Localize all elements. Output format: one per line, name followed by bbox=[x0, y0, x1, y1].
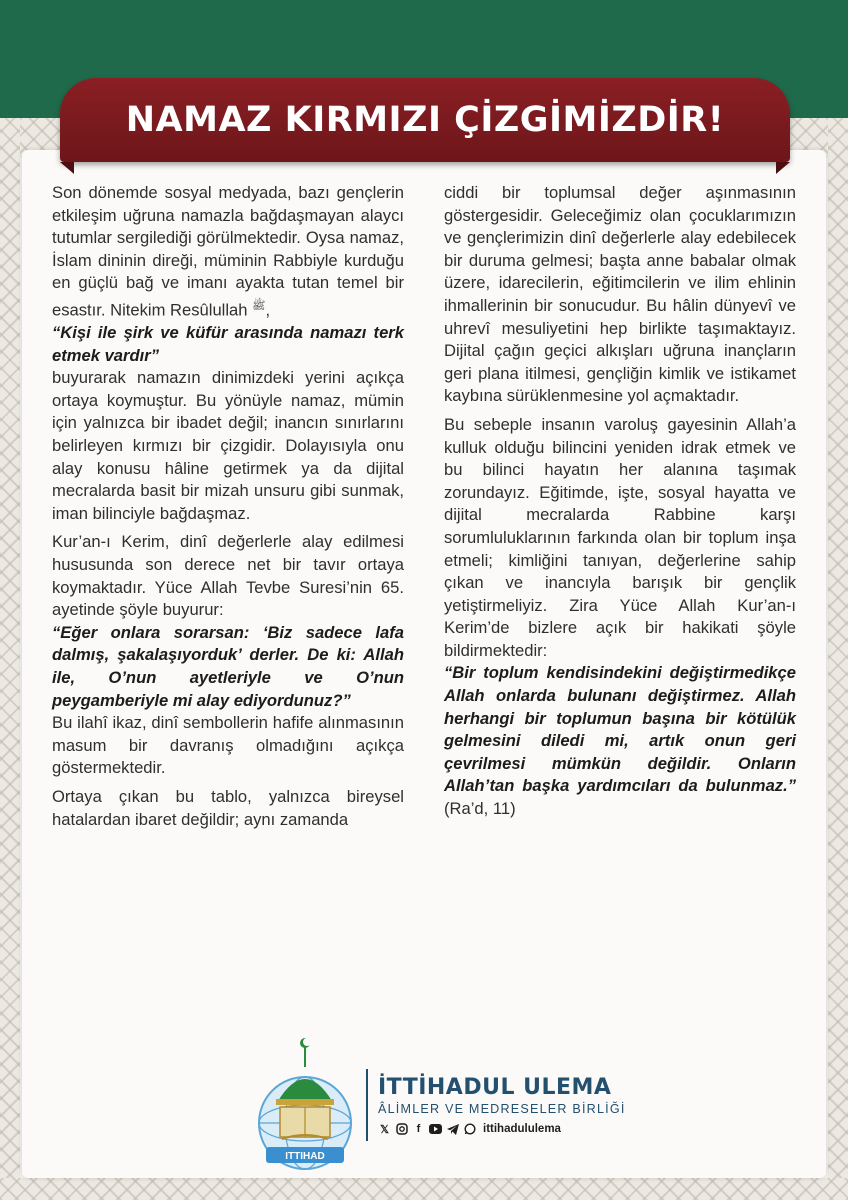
article-body bbox=[52, 182, 796, 1012]
emblem-label: ITTIHAD bbox=[285, 1151, 325, 1162]
paragraph: Ortaya çıkan bu tablo, yalnızca bireysel hatalardan ibaret değildir; aynı zamanda bbox=[52, 786, 404, 829]
facebook-icon[interactable]: f bbox=[416, 1123, 421, 1135]
paragraph: ciddi bir toplumsal değer aşınmasının göstergesidir. Geleceğimiz olan çocuklarımızın ve gençlerimizin dinî değerlerle alay edebilecek bir duruma gelmesi; başta anne babalar olmak üzere, idarecilerin, eğitimcilerin ve ilim ehlinin ihmallerinin bir sonucudur. Bu hâlin dünyevî ve uhrevî mesuliyetini hep birlikte taşımaktayız. Dijital çağın geçici alkışları uğruna inançların geri plana itilmesi, gençliğin kimlik ve istikamet kaybına sürüklenmesine yol açmaktadır. bbox=[444, 183, 796, 406]
telegram-icon[interactable] bbox=[446, 1123, 459, 1136]
paragraph: Son dönemde sosyal medyada, bazı gençlerin etkileşim uğruna namazla bağdaşmayan alaycı tutumlar sergilediği görülmektedir. Oysa namaz, İslam dininin direği, müminin Rabbiyle kurduğu en güçlü bağ ve imanı ayakta tutan temel bir esastır. Nitekim Resûlullah ﷺ, bbox=[52, 183, 404, 320]
paragraph: Bu ilahî ikaz, dinî sembollerin hafife alınmasının masum bir davranış olmadığını açıkça göstermektedir. bbox=[52, 713, 404, 778]
right-ornament-border bbox=[828, 118, 848, 1200]
whatsapp-icon[interactable] bbox=[463, 1123, 476, 1136]
left-ornament-border bbox=[0, 118, 20, 1200]
organization-logo bbox=[250, 1035, 360, 1175]
title-banner bbox=[60, 78, 790, 162]
verse-quote: “Eğer onlara sorarsan: ‘Biz sadece lafa dalmış, şakalaşıyorduk’ derler. De ki: Allah ile, O’nun ayetleriyle ve O’nun peygamberiyle mi alay ediyordunuz?” bbox=[52, 622, 404, 710]
left-column bbox=[52, 182, 404, 1012]
mosque-globe-emblem-icon bbox=[250, 1035, 360, 1175]
org-subtitle: ÂLİMLER VE MEDRESELER BİRLİĞİ bbox=[378, 1101, 626, 1116]
paragraph: Kur’an-ı Kerim, dinî değerlerle alay edilmesi hususunda son derece net bir tavır ortaya koymaktadır. Yüce Allah Tevbe Suresi’nin 65. ayetinde şöyle buyurur: bbox=[52, 532, 404, 620]
paragraph: Bu sebeple insanın varoluş gayesinin Allah’a kulluk olduğu bilincini yeniden idrak etmek ve bu bilinci hayatın her alanına taşımak zorundayız. Eğitimde, işte, sosyal hayatta ve dijital mecralarda Rabbine karşı sorumluluklarının farkında olan bir toplum inşa etmeli; kimliğini tanıyan, değerlerine sahip çıkan ve inancıyla barışık bir gençlik yetiştirmeliyiz. Zira Yüce Allah Kur’an-ı Kerim’de bizlere açık bir hakikati şöyle bildirmektedir: bbox=[444, 414, 796, 660]
hadith-quote: “Kişi ile şirk ve küfür arasında namazı terk etmek vardır” bbox=[52, 323, 404, 365]
paragraph: buyurarak namazın dinimizdeki yerini açıkça ortaya koymuştur. Bu yönüyle namaz, mümin için yalnızca bir ibadet değil; inancın sınırlarını belirleyen kırmızı bir çizgidir. Dolayısıyla onu alay konusu hâline getirmek ya da dijital mecralarda basit bir mizah unsuru gibi sunmak, iman bilinciyle bağdaşmaz. bbox=[52, 368, 404, 523]
pbuh-glyph: ﷺ bbox=[252, 299, 266, 312]
org-name: İTTİHADUL ULEMA bbox=[378, 1074, 612, 1100]
org-info bbox=[378, 1075, 626, 1136]
footer bbox=[250, 1035, 630, 1175]
youtube-icon[interactable] bbox=[429, 1123, 442, 1136]
social-row bbox=[378, 1123, 626, 1136]
bottom-ornament-border bbox=[0, 1178, 848, 1200]
logo-divider bbox=[366, 1069, 368, 1141]
x-icon[interactable]: 𝕏 bbox=[380, 1123, 389, 1136]
social-handle[interactable]: ittihadululema bbox=[483, 1123, 561, 1135]
instagram-icon[interactable] bbox=[395, 1123, 408, 1136]
verse-quote: “Bir toplum kendisindekini değiştirmedikçe Allah onlarda bulunanı değiştirmez. Allah herhangi bir toplumun başına bir kötülük gelmesini diledi mi, artık onun geri çevrilmesi mümkün değildir. Onların Allah’tan başka yardımcıları da bulunmaz.” (Ra’d, 11) bbox=[444, 663, 796, 819]
verse-reference: (Ra’d, 11) bbox=[444, 799, 516, 819]
page-title: NAMAZ KIRMIZI ÇİZGİMİZDİR! bbox=[125, 100, 725, 140]
right-column bbox=[444, 182, 796, 1012]
